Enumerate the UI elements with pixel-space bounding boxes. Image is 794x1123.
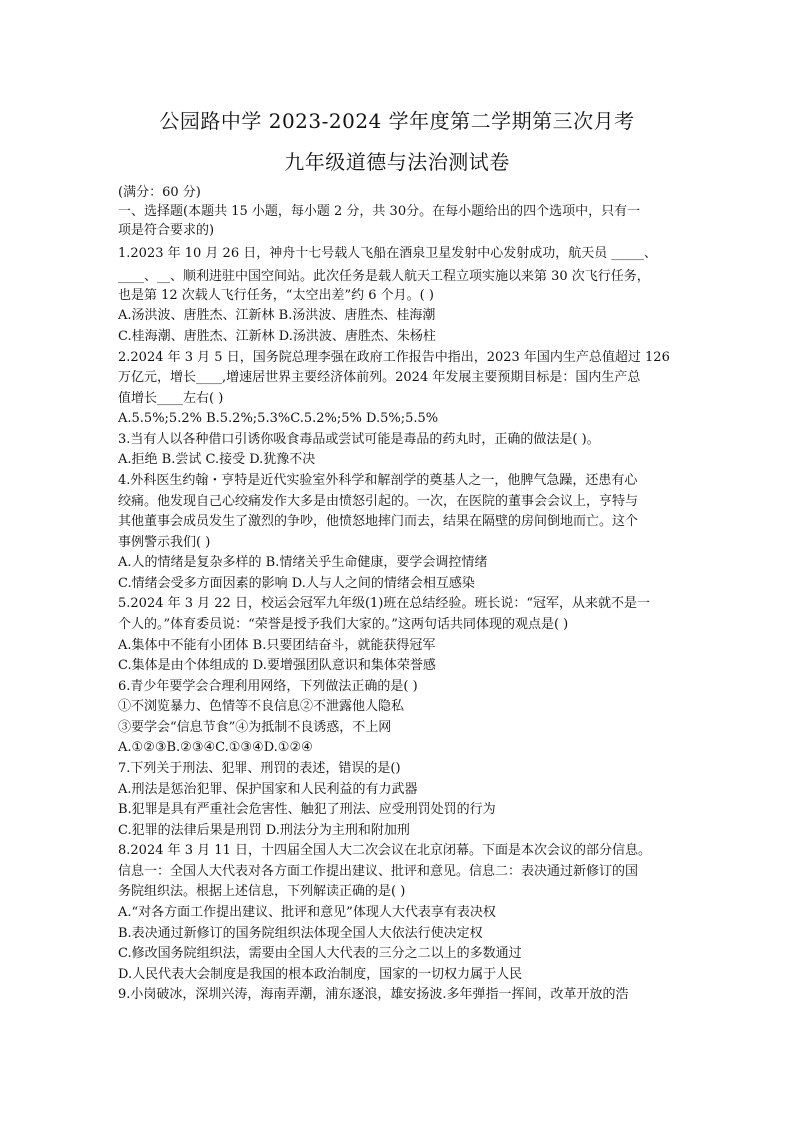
text-line: C.集体是由个体组成的 D.要增强团队意识和集体荣誉感 xyxy=(118,658,436,673)
text-line: 1.2023 年 10 月 26 日，神舟十七号载人飞船在酒泉卫星发射中心发射成功，航天员 _____、 xyxy=(118,246,657,261)
exam-title: 公园路中学 2023-2024 学年度第二学期第三次月考 xyxy=(159,109,635,133)
text-line: A.汤洪波、唐胜杰、江新林 B.汤洪波、唐胜杰、桂海潮 xyxy=(118,308,436,323)
text-line: 7.下列关于刑法、犯罪、刑罚的表述，错误的是() xyxy=(118,761,401,776)
text-line: A.刑法是惩治犯罪、保护国家和人民利益的有力武器 xyxy=(118,782,418,797)
full-score: (满分：60 分) xyxy=(118,185,201,200)
text-line: 值增长____左右( ) xyxy=(118,391,224,406)
text-line: A.拒绝 B.尝试 C.接受 D.犹豫不决 xyxy=(118,452,316,467)
text-line: ①不浏览暴力、色情等不良信息②不泄露他人隐私 xyxy=(118,699,405,714)
text-line: 事例警示我们( ) xyxy=(118,535,211,550)
text-line: 绞痛。他发现自己心绞痛发作大多是由愤怒引起的。一次，在医院的董事会会议上，亨特与 xyxy=(118,494,639,509)
text-line: ____、__、顺利进驻中国空间站。此次任务是载人航天工程立项实施以来第 30 次飞行任务， xyxy=(118,269,650,284)
text-line: A.“对各方面工作提出建议、批评和意见”体现人大代表享有表决权 xyxy=(118,905,496,920)
text-line: 信息一：全国人大代表对各方面工作提出建议、批评和意见。信息二：表决通过新修订的国 xyxy=(118,864,639,879)
text-line: C.桂海潮、唐胜杰、江新林 D.汤洪波、唐胜杰、朱杨柱 xyxy=(118,329,436,344)
text-line: ③要学会“信息节食”④为抵制不良诱惑，不上网 xyxy=(118,720,392,735)
text-line: C.情绪会受多方面因素的影响 D.人与人之间的情绪会相互感染 xyxy=(118,576,475,591)
text-line: B.犯罪是具有严重社会危害性、触犯了刑法、应受刑罚处罚的行为 xyxy=(118,802,496,817)
text-line: A.①②③B.②③④C.①③④D.①②④ xyxy=(118,740,313,755)
text-line: C.修改国务院组织法，需要由全国人大代表的三分之二以上的多数通过 xyxy=(118,946,522,961)
text-line: 2.2024 年 3 月 5 日，国务院总理李强在政府工作报告中指出，2023 年国内生产总值超过 126 xyxy=(118,350,670,365)
exam-subtitle: 九年级道德与法治测试卷 xyxy=(284,150,510,174)
text-line: 个人的。”体育委员说：“荣誉是授予我们大家的。”这两句话共同体现的观点是( ) xyxy=(118,617,569,632)
text-line: 万亿元，增长____,增速居世界主要经济体前列。2024 年发展主要预期目标是：国内生产总 xyxy=(118,370,641,385)
text-line: 5.2024 年 3 月 22 日，校运会冠军九年级(1)班在总结经验。班长说：“冠军，从来就不是一 xyxy=(118,596,651,611)
text-line: B.表决通过新修订的国务院组织法体现全国人大依法行使决定权 xyxy=(118,926,483,941)
text-line: C.犯罪的法律后果是刑罚 D.刑法分为主刑和附加刑 xyxy=(118,823,410,838)
text-line: 一、选择题(本题共 15 小题，每小题 2 分，共 30分。在每小题给出的四个选项中，只有一 xyxy=(118,204,641,219)
text-line: A.集体中不能有小团体 B.只要团结奋斗，就能获得冠军 xyxy=(118,638,436,653)
text-line: 也是第 12 次载人飞行任务，“太空出差”约 6 个月。( ) xyxy=(118,288,434,303)
text-line: D.人民代表大会制度是我国的根本政治制度，国家的一切权力属于人民 xyxy=(118,967,523,982)
text-line: 务院组织法。根据上述信息，下列解读正确的是( ) xyxy=(118,884,406,899)
text-line: 9.小岗破冰，深圳兴涛，海南弄潮，浦东逐浪，雄安扬波.多年弹指一挥间，改革开放的浩 xyxy=(118,987,629,1002)
text-line: 8.2024 年 3 月 11 日，十四届全国人大二次会议在北京闭幕。下面是本次会议的部分信息。 xyxy=(118,843,651,858)
text-line: A.人的情绪是复杂多样的 B.情绪关乎生命健康，要学会调控情绪 xyxy=(118,555,488,570)
text-line: 3.当有人以各种借口引诱你吸食毒品或尝试可能是毒品的药丸时，正确的做法是( )。 xyxy=(118,432,600,447)
text-line: A.5.5%;5.2% B.5.2%;5.3%C.5.2%;5% D.5%;5.5% xyxy=(118,411,439,426)
text-line: 6.青少年要学会合理利用网络，下列做法正确的是( ) xyxy=(118,679,418,694)
text-line: 其他董事会成员发生了激烈的争吵，他愤怒地摔门而去，结果在隔壁的房间倒地而亡。这个 xyxy=(118,514,639,529)
text-line: 项是符合要求的) xyxy=(118,223,215,238)
text-line: 4.外科医生约翰・亨特是近代实验室外科学和解剖学的奠基人之一，他脾气急躁，还患有心 xyxy=(118,473,638,488)
